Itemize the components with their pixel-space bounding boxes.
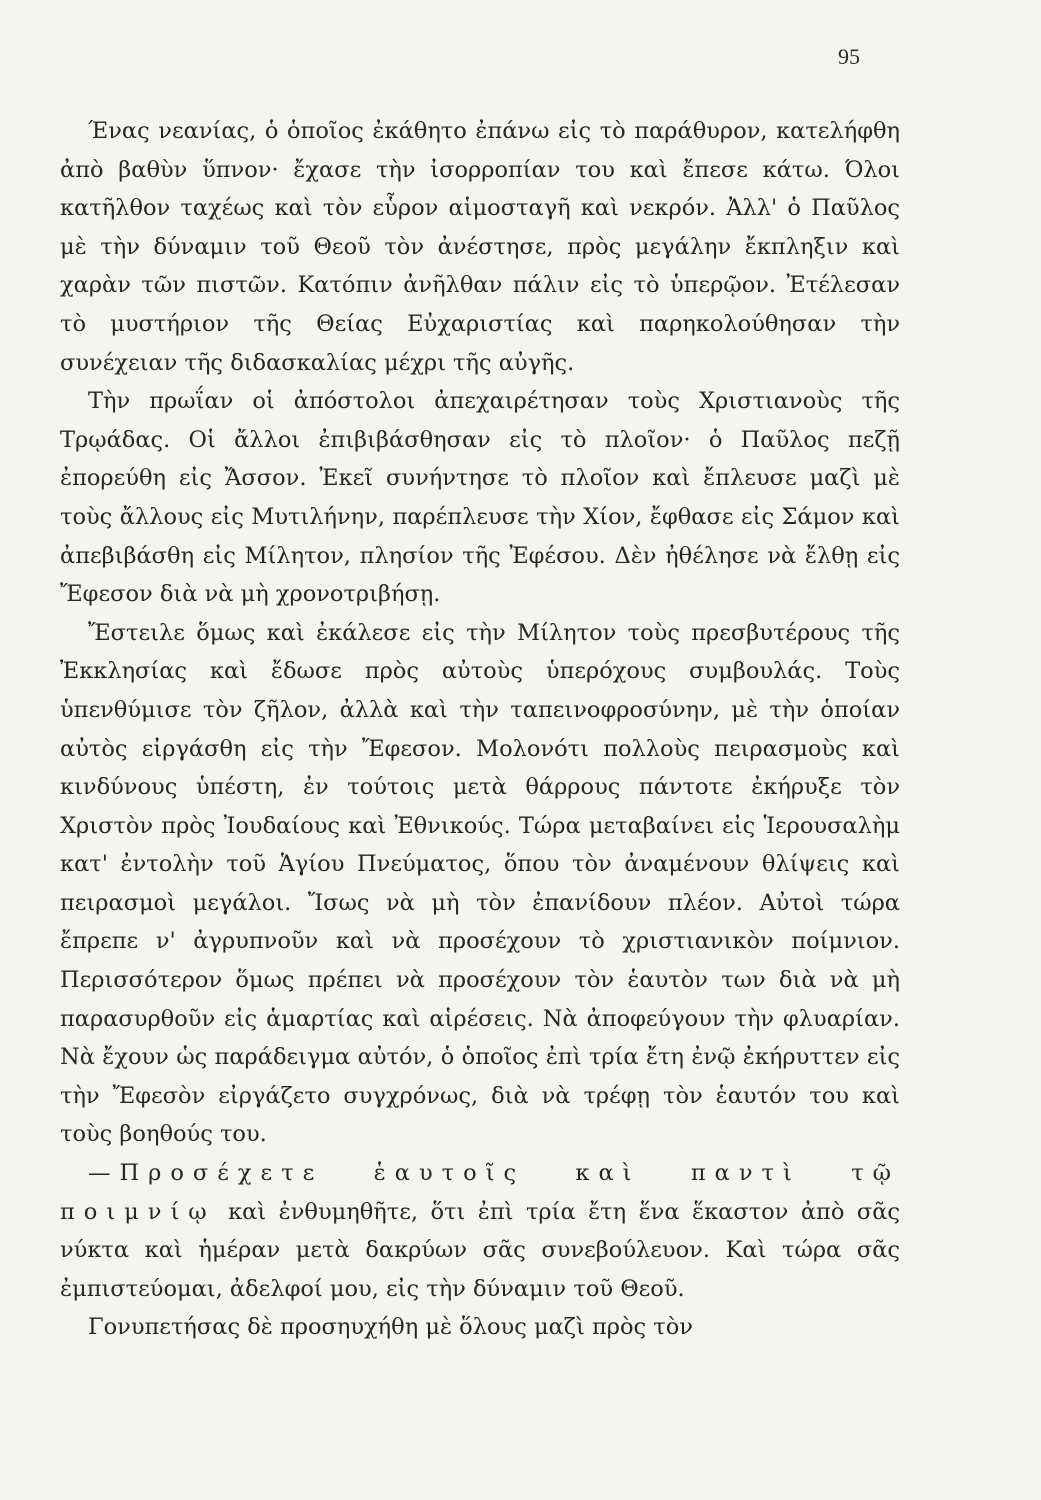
quote-spaced-lead: —Προσέχετε ἑαυτοῖς καὶ παντὶ τῷ ποιμνίῳ [60, 1160, 900, 1225]
body-text [60, 112, 900, 1347]
quote-rest: καὶ ἐνθυμηθῆτε, ὅτι ἐπὶ τρία ἔτη ἕνα ἕκαστον ἀπὸ σᾶς νύκτα καὶ ἡμέραν μετὰ δακρύων σᾶς συνεβούλευον. Καὶ τώρα σᾶς ἐμπιστεύομαι, ἀδελφοί μου, εἰς τὴν δύναμιν τοῦ Θεοῦ. [60, 1198, 900, 1302]
paragraph-assos-journey: Τὴν πρωΐαν οἱ ἀπόστολοι ἀπεχαιρέτησαν τοὺς Χριστιανοὺς τῆς Τρῳάδας. Οἱ ἄλλοι ἐπιβιβάσθησαν εἰς τὸ πλοῖον· ὁ Παῦλος πεζῇ ἐπορεύθη εἰς Ἄσσον. Ἐκεῖ συνήντησε τὸ πλοῖον καὶ ἔπλευσε μαζὶ μὲ τοὺς ἄλλους εἰς Μυτιλήνην, παρέπλευσε τὴν Χίον, ἔφθασε εἰς Σάμον καὶ ἀπεβιβάσθη εἰς Μίλητον, πλησίον τῆς Ἐφέσου. Δὲν ἠθέλησε νὰ ἔλθῃ εἰς Ἔφεσον διὰ νὰ μὴ χρονοτριβήσῃ. [60, 388, 900, 608]
paragraph-last-line: Γονυπετήσας δὲ προσηυχήθη μὲ ὅλους μαζὶ πρὸς τὸν [88, 1314, 693, 1341]
paragraph-eutychus: Ένας νεανίας, ὁ ὁποῖος ἐκάθητο ἐπάνω εἰς τὸ παράθυρον, κατελήφθη ἀπὸ βαθὺν ὕπνον· ἔχασε τὴν ἰσορροπίαν του καὶ ἔπεσε κάτω. Όλοι κατῆλθον ταχέως καὶ τὸν εὗρον αἱμοσταγῆ καὶ νεκρόν. Ἀλλ' ὁ Παῦλος μὲ τὴν δύναμιν τοῦ Θεοῦ τὸν ἀνέστησε, πρὸς μεγάλην ἔκπληξιν καὶ χαρὰν τῶν πιστῶν. Κατόπιν ἀνῆλθαν πάλιν εἰς τὸ ὑπερῷον. Ἐτέλεσαν τὸ μυστήριον τῆς Θείας Εὐχαριστίας καὶ παρηκολούθησαν τὴν συνέχειαν τῆς διδασκαλίας μέχρι τῆς αὐγῆς. [60, 118, 900, 376]
paragraph-miletus-elders: Ἔστειλε ὅμως καὶ ἐκάλεσε εἰς τὴν Μίλητον τοὺς πρεσβυτέρους τῆς Ἐκκλησίας καὶ ἔδωσε πρὸς αὐτοὺς ὑπερόχους συμβουλάς. Τοὺς ὑπενθύμισε τὸν ζῆλον, ἀλλὰ καὶ τὴν ταπεινοφροσύνην, μὲ τὴν ὁποίαν αὐτὸς εἰργάσθη εἰς τὴν Ἔφεσον. Μολονότι πολλοὺς πειρασμοὺς καὶ κινδύνους ὑπέστη, ἐν τούτοις μετὰ θάρρους πάντοτε ἐκήρυξε τὸν Χριστὸν πρὸς Ἰουδαίους καὶ Ἐθνικούς. Τώρα μεταβαίνει εἰς Ἱερουσαλὴμ κατ' ἐντολὴν τοῦ Ἁγίου Πνεύματος, ὅπου τὸν ἀναμένουν θλίψεις καὶ πειρασμοὶ μεγάλοι. Ἴσως νὰ μὴ τὸν ἐπανίδουν πλέον. Αὐτοὶ τώρα ἔπρεπε ν' ἀγρυπνοῦν καὶ νὰ προσέχουν τὸ χριστιανικὸν ποίμνιον. Περισσότερον ὅμως πρέπει νὰ προσέχουν τὸν ἑαυτὸν των διὰ νὰ μὴ παρασυρθοῦν εἰς ἁμαρτίας καὶ αἱρέσεις. Νὰ ἀποφεύγουν τὴν φλυαρίαν. Νὰ ἔχουν ὡς παράδειγμα αὐτόν, ὁ ὁποῖος ἐπὶ τρία ἔτη ἐνῷ ἐκήρυττεν εἰς τὴν Ἔφεσὸν εἰργάζετο συγχρόνως, διὰ νὰ τρέφῃ τὸν ἑαυτόν του καὶ τοὺς βοηθούς του. [60, 619, 900, 1148]
paragraph-quote [60, 1154, 900, 1308]
page-number: 95 [838, 44, 860, 69]
